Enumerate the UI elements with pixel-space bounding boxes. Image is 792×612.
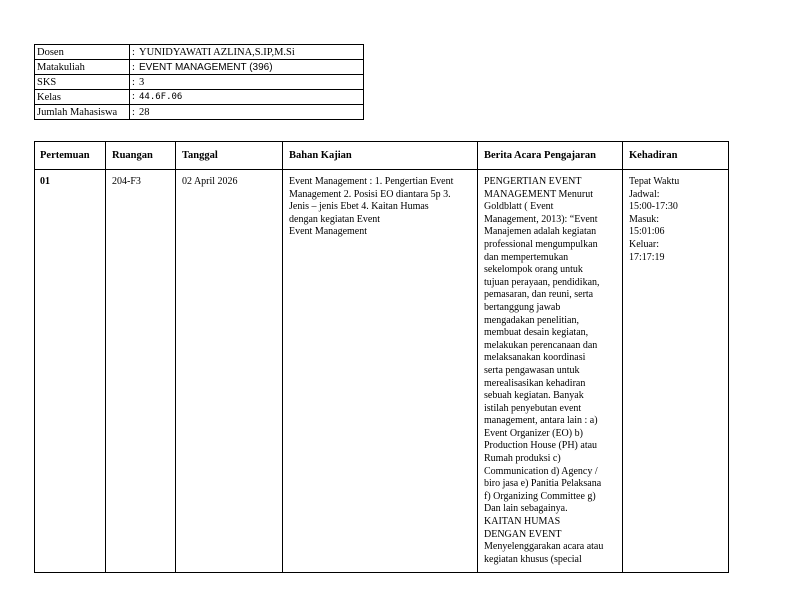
text-line: istilah penyebutan event bbox=[484, 402, 582, 414]
column-divider bbox=[106, 142, 176, 572]
text-line: merealisasikan kehadiran bbox=[484, 377, 586, 389]
text-line: Jadwal: bbox=[629, 188, 660, 200]
header-kehadiran: Kehadiran bbox=[629, 150, 678, 161]
info-separator: : bbox=[132, 91, 135, 102]
text-line: KAITAN HUMAS bbox=[484, 516, 561, 528]
course-info-table bbox=[34, 44, 364, 120]
text-line: Manajemen adalah kegiatan bbox=[484, 226, 597, 238]
cell-ruangan: 204-F3 bbox=[112, 176, 141, 187]
column-divider bbox=[176, 142, 283, 572]
text-line: Dan lain sebagainya. bbox=[484, 503, 568, 515]
cell-pertemuan: 01 bbox=[40, 176, 50, 187]
info-separator: : bbox=[132, 46, 135, 58]
cell-kehadiran bbox=[629, 176, 727, 264]
text-line: Goldblatt ( Event bbox=[484, 201, 554, 213]
text-line: serta pengawasan untuk bbox=[484, 364, 580, 376]
cell-bahan-kajian bbox=[289, 176, 479, 239]
text-line: 15:00-17:30 bbox=[629, 201, 678, 213]
text-line: management, antara lain : a) bbox=[484, 415, 598, 427]
text-line: 15:01:06 bbox=[629, 226, 665, 238]
text-line: biro jasa e) Panitia Pelaksana bbox=[484, 478, 602, 490]
text-line: Event Management : 1. Pengertian Event bbox=[289, 176, 454, 187]
info-value-matakuliah: EVENT MANAGEMENT (396) bbox=[139, 61, 273, 73]
header-bahan-kajian: Bahan Kajian bbox=[289, 150, 352, 161]
text-line: sekelompok orang untuk bbox=[484, 264, 583, 276]
header-berita-acara: Berita Acara Pengajaran bbox=[484, 150, 596, 161]
info-row-jumlah bbox=[35, 105, 364, 120]
text-line: Event Management bbox=[289, 226, 368, 238]
text-line: pemasaran, dan reuni, serta bbox=[484, 289, 594, 301]
text-line: bertanggung jawab bbox=[484, 301, 561, 313]
text-line: Keluar: bbox=[629, 238, 659, 250]
text-line: Rumah produksi c) bbox=[484, 453, 561, 465]
info-label: Matakuliah bbox=[35, 60, 130, 75]
text-line: Tepat Waktu bbox=[629, 176, 680, 187]
header-ruangan: Ruangan bbox=[112, 150, 153, 161]
text-line: kegiatan khusus (special bbox=[484, 553, 582, 565]
info-label: Kelas bbox=[35, 90, 130, 105]
text-line: f) Organizing Committee g) bbox=[484, 490, 596, 502]
text-line: Production House (PH) atau bbox=[484, 440, 598, 452]
text-line: PENGERTIAN EVENT bbox=[484, 176, 582, 187]
info-separator: : bbox=[132, 61, 135, 73]
info-separator: : bbox=[132, 76, 135, 88]
text-line: membuat desain kegiatan, bbox=[484, 327, 589, 339]
text-line: Menyelenggarakan acara atau bbox=[484, 541, 604, 553]
text-line: melakukan perencanaan dan bbox=[484, 339, 598, 351]
text-line: sebuah kegiatan. Banyak bbox=[484, 390, 584, 402]
info-label: Dosen bbox=[35, 45, 130, 60]
header-pertemuan: Pertemuan bbox=[40, 150, 90, 161]
text-line: DENGAN EVENT bbox=[484, 528, 562, 540]
text-line: dan mempertemukan bbox=[484, 251, 569, 263]
info-value-kelas: 44.6F.06 bbox=[139, 92, 183, 102]
info-row-sks bbox=[35, 75, 364, 90]
column-divider bbox=[35, 142, 106, 572]
text-line: tujuan perayaan, pendidikan, bbox=[484, 276, 600, 288]
cell-berita-acara bbox=[484, 176, 626, 566]
info-label: Jumlah Mahasiswa bbox=[35, 105, 130, 120]
text-line: Jenis – jenis Ebet 4. Kaitan Humas bbox=[289, 201, 429, 213]
info-value-sks: 3 bbox=[139, 76, 145, 88]
info-label: SKS bbox=[35, 75, 130, 90]
header-tanggal: Tanggal bbox=[182, 150, 218, 161]
info-separator: : bbox=[132, 106, 135, 118]
text-line: MANAGEMENT Menurut bbox=[484, 188, 593, 200]
text-line: mengadakan penelitian, bbox=[484, 314, 579, 326]
text-line: professional mengumpulkan bbox=[484, 238, 598, 250]
info-value-dosen: YUNIDYAWATI AZLINA,S.IP,M.Si bbox=[139, 46, 295, 58]
cell-tanggal: 02 April 2026 bbox=[182, 176, 238, 187]
text-line: 17:17:19 bbox=[629, 251, 665, 263]
info-row-kelas bbox=[35, 90, 364, 105]
text-line: Management, 2013): “Event bbox=[484, 213, 598, 225]
text-line: Communication d) Agency / bbox=[484, 465, 598, 477]
text-line: Event Organizer (EO) b) bbox=[484, 427, 583, 439]
info-row-dosen bbox=[35, 45, 364, 60]
text-line: Management 2. Posisi EO diantara 5p 3. bbox=[289, 188, 451, 200]
text-line: dengan kegiatan Event bbox=[289, 213, 381, 225]
info-row-matakuliah bbox=[35, 60, 364, 75]
teaching-log-table bbox=[34, 141, 729, 573]
info-value-jumlah: 28 bbox=[139, 106, 150, 118]
text-line: Masuk: bbox=[629, 213, 659, 225]
text-line: melaksanakan koordinasi bbox=[484, 352, 586, 364]
